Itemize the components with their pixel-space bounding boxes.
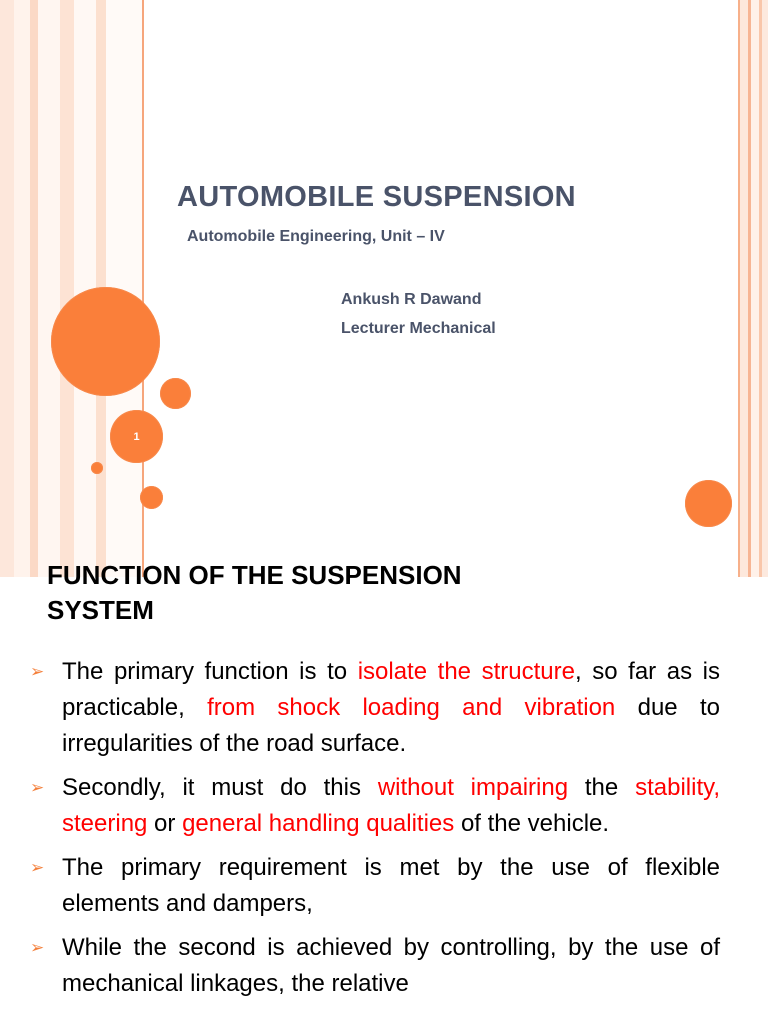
bullet-text: of the vehicle. xyxy=(454,810,610,837)
bullet-text: The primary requirement is met by the use of flexible elements and dampers, xyxy=(62,854,720,917)
author-block xyxy=(341,285,496,343)
bullet-list xyxy=(26,654,720,1010)
slide-title-line1: FUNCTION OF THE SUSPENSION xyxy=(47,560,462,590)
bullet-text: the xyxy=(568,774,636,801)
bullet-item xyxy=(26,770,720,842)
author-role: Lecturer Mechanical xyxy=(341,320,496,337)
bullet-text: The primary function is to xyxy=(62,658,358,685)
highlight-text: isolate the structure xyxy=(357,658,575,685)
slide-title: AUTOMOBILE SUSPENSION xyxy=(177,181,576,213)
arrow-bullet-icon: ➢ xyxy=(30,858,45,877)
arrow-bullet-icon: ➢ xyxy=(30,662,45,681)
bullet-text: or xyxy=(147,810,183,837)
bullet-item xyxy=(26,654,720,762)
slide-title-line2: SYSTEM xyxy=(47,595,154,625)
arrow-bullet-icon: ➢ xyxy=(30,778,45,797)
slide-number-badge xyxy=(110,410,163,463)
decorative-circle-right xyxy=(685,480,732,527)
bullet-text: While the second is achieved by controlling, by the use of mechanical linkages, the relative xyxy=(62,934,720,997)
arrow-bullet-icon: ➢ xyxy=(30,938,45,957)
decorative-circle-large xyxy=(51,287,160,396)
bullet-item xyxy=(26,850,720,922)
bullet-item xyxy=(26,930,720,1002)
decorative-stripes-left xyxy=(0,0,148,577)
slide-title-clipped xyxy=(47,560,727,590)
decorative-circle-small xyxy=(140,486,163,509)
bullet-text: due to irregularities of the road surface. xyxy=(62,694,721,757)
bullet-text: , so far as is practicable, xyxy=(62,658,721,721)
slide-number: 1 xyxy=(133,430,140,443)
highlight-text: general handling qualities xyxy=(182,810,455,837)
decorative-stripes-right xyxy=(734,0,768,577)
highlight-text: from shock loading and vibration xyxy=(207,694,616,721)
decorative-circle-medium xyxy=(160,378,191,409)
highlight-text: stability, steering xyxy=(62,774,720,837)
slide-subtitle: Automobile Engineering, Unit – IV xyxy=(187,228,445,245)
decorative-circle-tiny xyxy=(91,462,103,474)
content-slide xyxy=(0,560,768,1024)
author-name: Ankush R Dawand xyxy=(341,291,482,308)
bullet-text: Secondly, it must do this xyxy=(62,774,378,801)
highlight-text: without impairing xyxy=(377,774,569,801)
